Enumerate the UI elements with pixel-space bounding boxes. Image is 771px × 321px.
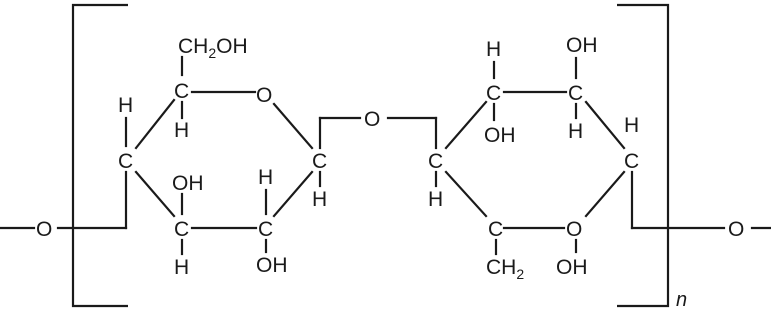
atom-ring2-C-top2: C [568, 82, 584, 105]
atom-ring2-C-top2-H: H [568, 120, 584, 143]
atom-ring1-C-mid2-OH: OH [256, 254, 288, 277]
atom-ring1-C-mid-H: H [174, 256, 190, 279]
atom-ring2-C-right: C [624, 150, 640, 173]
atom-ring2-C-left: C [428, 150, 444, 173]
atom-ring1-C-mid: C [174, 218, 190, 241]
atom-ring1-O: O [256, 84, 273, 107]
bond-Cright-ringO [586, 172, 624, 216]
atom-ring1-C-top-H: H [174, 119, 190, 142]
atom-ring1-C-mid2: C [258, 218, 274, 241]
atom-ring1-C-top: C [174, 80, 190, 103]
atom-ring2-O: O [566, 218, 583, 241]
bond-Cright-Cmid2 [274, 172, 312, 216]
atom-ring1-C-a: C [118, 150, 134, 173]
atom-ch2oh: $CH_2OH$ [178, 35, 248, 61]
bond-Ca-Cmid [136, 172, 174, 216]
atom-ring2-C-top1-OH: OH [484, 124, 516, 147]
atom-ring1-C-right-H: H [312, 188, 328, 211]
bond-Ctop2-Cright [586, 102, 624, 148]
atom-right-chain-O: O [728, 218, 745, 241]
atom-left-chain-O: O [36, 218, 53, 241]
atom-ring2-C-top2-OH: OH [566, 34, 598, 57]
atom-ring1-C-mid2-H: H [258, 166, 274, 189]
atom-ring2-C-left-H: H [428, 188, 444, 211]
repeat-index-n: n [676, 289, 688, 311]
atom-ring2-C-top1-H: H [486, 38, 502, 61]
bond-Cleft-Ctop1 [446, 102, 486, 148]
atom-bridge-O: O [364, 108, 381, 131]
bond-ringO-Cright [274, 104, 312, 148]
atom-ring2-ch2: $CH_2$ [486, 256, 525, 282]
atom-ring2-C-right-H: H [624, 114, 640, 137]
bond-Ca-Ctop [136, 100, 174, 148]
atom-ring1-C-right: C [312, 150, 328, 173]
atom-ring1-C-a-H: H [118, 94, 134, 117]
atom-ring2-C-bottom: C [488, 218, 504, 241]
bond-Cleft-Cbottom [446, 172, 486, 216]
atom-ring2-C-top1: C [486, 82, 502, 105]
atom-ring2-ring-O-H: OH [556, 256, 588, 279]
atom-ring1-C-mid-OH: OH [172, 172, 204, 195]
